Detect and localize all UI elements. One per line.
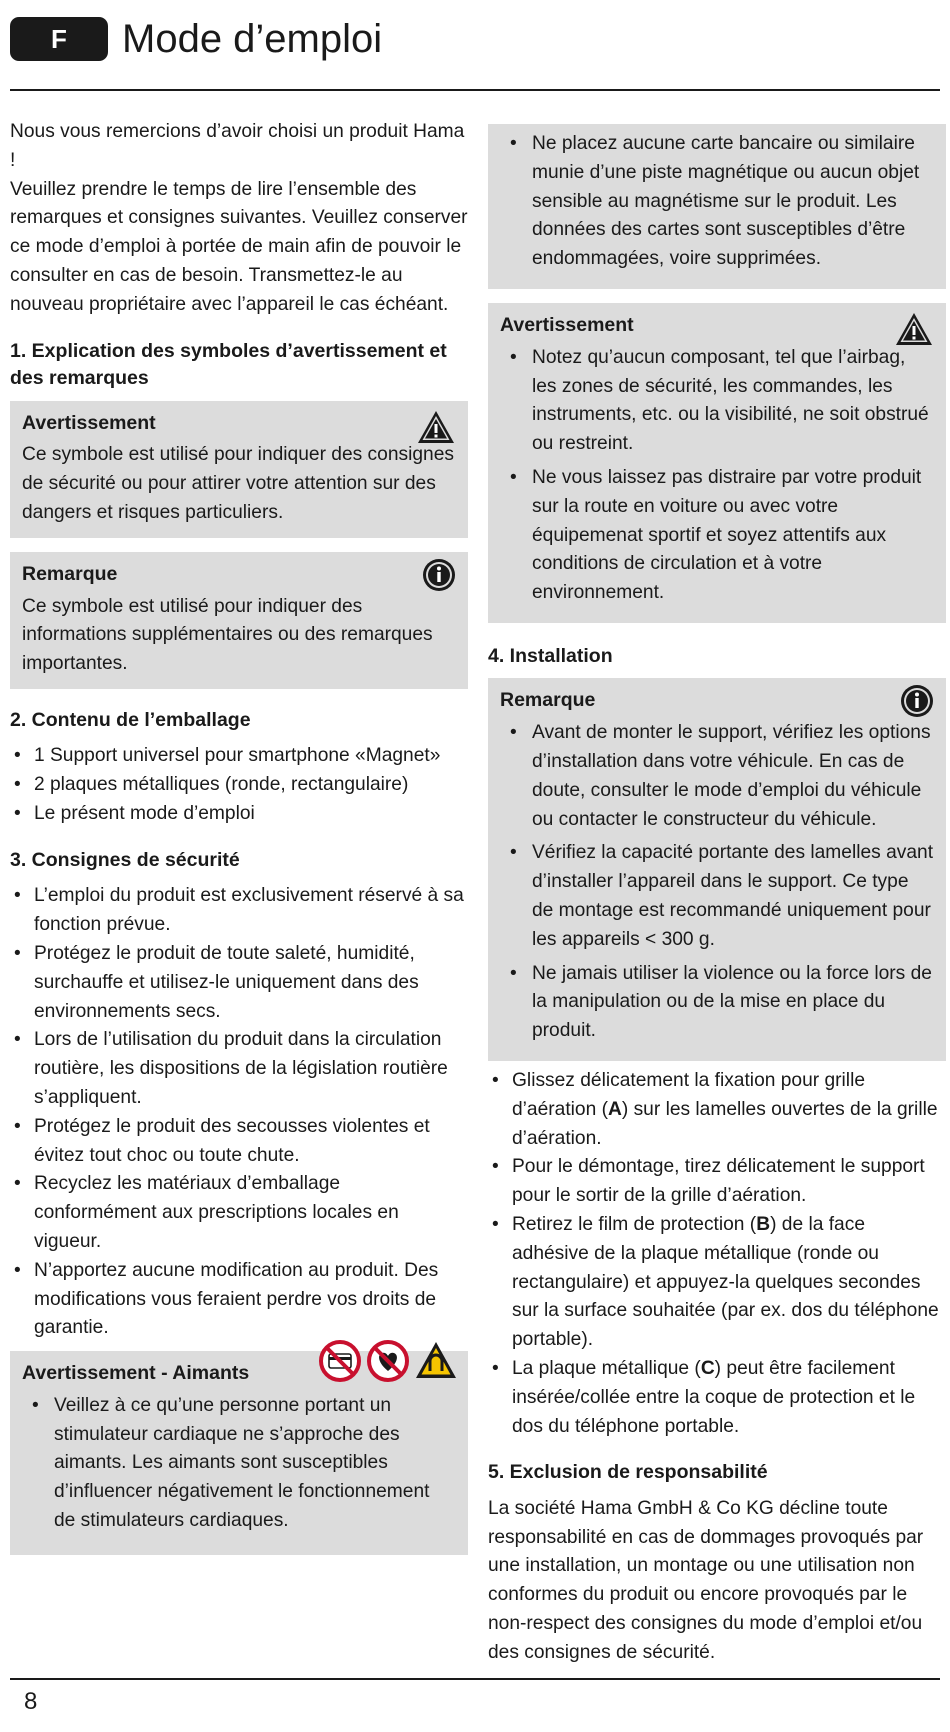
list-item: • Recyclez les matériaux d’emballage conformément aux prescriptions locales en vigueur. <box>10 1170 468 1256</box>
list-item <box>488 1067 946 1153</box>
warning-road-title: Avertissement <box>500 313 634 336</box>
list-item: • Vérifiez la capacité portante des lamelles avant d’installer l’appareil dans le support. Ce type de montage est recommandé uniquement pour les appareils < 300 g. <box>500 839 934 954</box>
liability-text: La société Hama GmbH & Co KG décline toute responsabilité en cas de dommages provoqués par une installation, un montage ou une utilisation non conformes du produit ou encore provoqués par le non-respect des consignes du mode d’emploi et/ou des consignes de sécurité. <box>488 1497 924 1663</box>
warning-road-box <box>488 303 946 623</box>
language-badge: F <box>10 17 108 61</box>
list-item: • Le présent mode d’emploi <box>10 800 468 829</box>
no-magnetic-cards-icon <box>318 1339 362 1383</box>
step-text-b-end: ) de la face adhésive de la plaque métallique (ronde ou rectangulaire) et appuyez-la quelques secondes sur la surface souhaitée (par ex. dos du téléphone portable). <box>512 1214 939 1351</box>
step-text-a-end: ) sur les lamelles ouvertes de la grille d’aération. <box>512 1098 938 1149</box>
magnet-warning-box <box>10 1351 468 1555</box>
warning-triangle-icon <box>416 409 456 445</box>
list-item: • 2 plaques métalliques (ronde, rectangulaire) <box>10 771 468 800</box>
list-item: • Avant de monter le support, vérifiez les options d’installation dans votre véhicule. En cas de doute, consulter le mode d’emploi du véhicule ou contacter le constructeur du véhicule. <box>500 719 934 834</box>
warning-box-text: Ce symbole est utilisé pour indiquer des consignes de sécurité ou pour attirer votre attention sur des dangers et risques particuliers. <box>22 444 454 523</box>
intro-thanks: Nous vous remercions d’avoir choisi un produit Hama ! <box>10 121 465 171</box>
footer-divider <box>10 1678 940 1680</box>
list-item: • L’emploi du produit est exclusivement réservé à sa fonction prévue. <box>10 882 468 940</box>
package-contents-list <box>10 742 468 828</box>
document-header <box>10 10 382 68</box>
header-divider <box>10 89 940 91</box>
step-text-a: Glissez délicatement la fixation pour grille d’aération ( <box>512 1070 866 1120</box>
list-item: • Notez qu’aucun composant, tel que l’airbag, les zones de sécurité, les commandes, les instruments, etc. ou la visibilité, ne soit obstrué ou restreint. <box>500 344 934 459</box>
list-item: • Ne vous laissez pas distraire par votre produit sur la route en voiture ou avec votre équipemenat sportif et soyez attentifs aux conditions de circulation et à votre environnement. <box>500 464 934 608</box>
magnet-icons <box>318 1339 458 1383</box>
right-column <box>488 124 946 1668</box>
magnet-warning-list-continued <box>500 130 934 274</box>
step-text-c-end: ) peut être facilement insérée/collée entre la coque de protection et le dos du téléphone portable. <box>512 1357 916 1437</box>
intro-text: Veuillez prendre le temps de lire l’ensemble des remarques et consignes suivantes. Veuillez conserver ce mode d’emploi à portée de main afin de pouvoir le consulter en cas de besoin. Transmettez-le au nouveau propriétaire avec l’appareil le cas échéant. <box>10 178 468 315</box>
info-circle-icon <box>422 558 456 592</box>
section-1-title: 1. Explication des symboles d’avertissement et des remarques <box>10 339 447 390</box>
section-3-title: 3. Consignes de sécurité <box>10 848 240 871</box>
note-symbol-box <box>10 552 468 689</box>
section-5-title: 5. Exclusion de responsabilité <box>488 1461 768 1484</box>
list-item: • Protégez le produit de toute saleté, humidité, surchauffe et utilisez-le uniquement dans des environnements secs. <box>10 940 468 1026</box>
installation-note-title: Remarque <box>500 689 596 712</box>
section-2-title: 2. Contenu de l’emballage <box>10 708 251 731</box>
warning-symbol-box <box>10 401 468 538</box>
no-pacemaker-icon <box>366 1339 410 1383</box>
installation-note-box <box>488 678 946 1061</box>
list-item: • Ne jamais utiliser la violence ou la force lors de la manipulation ou de la mise en place du produit. <box>500 960 934 1046</box>
list-item: • Ne placez aucune carte bancaire ou similaire munie d’une piste magnétique ou aucun objet sensible au magnétisme sur le produit. Les données des cartes sont susceptibles d’être endommagées, voire supprimées. <box>500 130 934 274</box>
list-item <box>488 1153 946 1211</box>
list-item <box>488 1355 946 1441</box>
warning-box-title: Avertissement <box>22 411 156 434</box>
warning-triangle-icon <box>894 311 934 347</box>
section-4-title: 4. Installation <box>488 644 613 667</box>
safety-list <box>10 882 468 1343</box>
magnet-warning-box-continued <box>488 124 946 289</box>
list-item: • 1 Support universel pour smartphone «Magnet» <box>10 742 468 771</box>
step-text-c: La plaque métallique ( <box>512 1357 701 1379</box>
part-label-b: B <box>756 1214 771 1235</box>
note-box-text: Ce symbole est utilisé pour indiquer des informations supplémentaires ou des remarques importantes. <box>22 595 433 675</box>
magnetic-field-warning-icon <box>414 1339 458 1383</box>
list-item: • Veillez à ce qu’une personne portant un stimulateur cardiaque ne s’approche des aimants. Les aimants sont susceptibles d’influencer négativement le fonctionnement de stimulateurs cardiaques. <box>22 1392 456 1536</box>
document-title: Mode d’emploi <box>122 16 383 61</box>
page-number: 8 <box>24 1688 38 1715</box>
list-item: • Protégez le produit des secousses violentes et évitez tout choc ou toute chute. <box>10 1113 468 1171</box>
list-item <box>488 1211 946 1355</box>
step-text-b: Retirez le film de protection ( <box>512 1214 757 1235</box>
list-item: • N’apportez aucune modification au produit. Des modifications vous feraient perdre vos droits de garantie. <box>10 1257 468 1343</box>
info-circle-icon <box>900 684 934 718</box>
list-item: • Lors de l’utilisation du produit dans la circulation routière, les dispositions de la législation routière s’appliquent. <box>10 1026 468 1112</box>
step-text-removal: Pour le démontage, tirez délicatement le support pour le sortir de la grille d’aération. <box>512 1156 925 1207</box>
part-label-a: A <box>608 1098 622 1120</box>
installation-steps-list <box>488 1067 946 1441</box>
left-column <box>10 118 468 1555</box>
note-box-title: Remarque <box>22 562 118 585</box>
installation-note-list <box>500 719 934 1046</box>
part-label-c: C <box>700 1357 715 1379</box>
magnet-warning-title: Avertissement - Aimants <box>22 1362 250 1385</box>
magnet-warning-list <box>22 1392 456 1536</box>
warning-road-list <box>500 344 934 608</box>
